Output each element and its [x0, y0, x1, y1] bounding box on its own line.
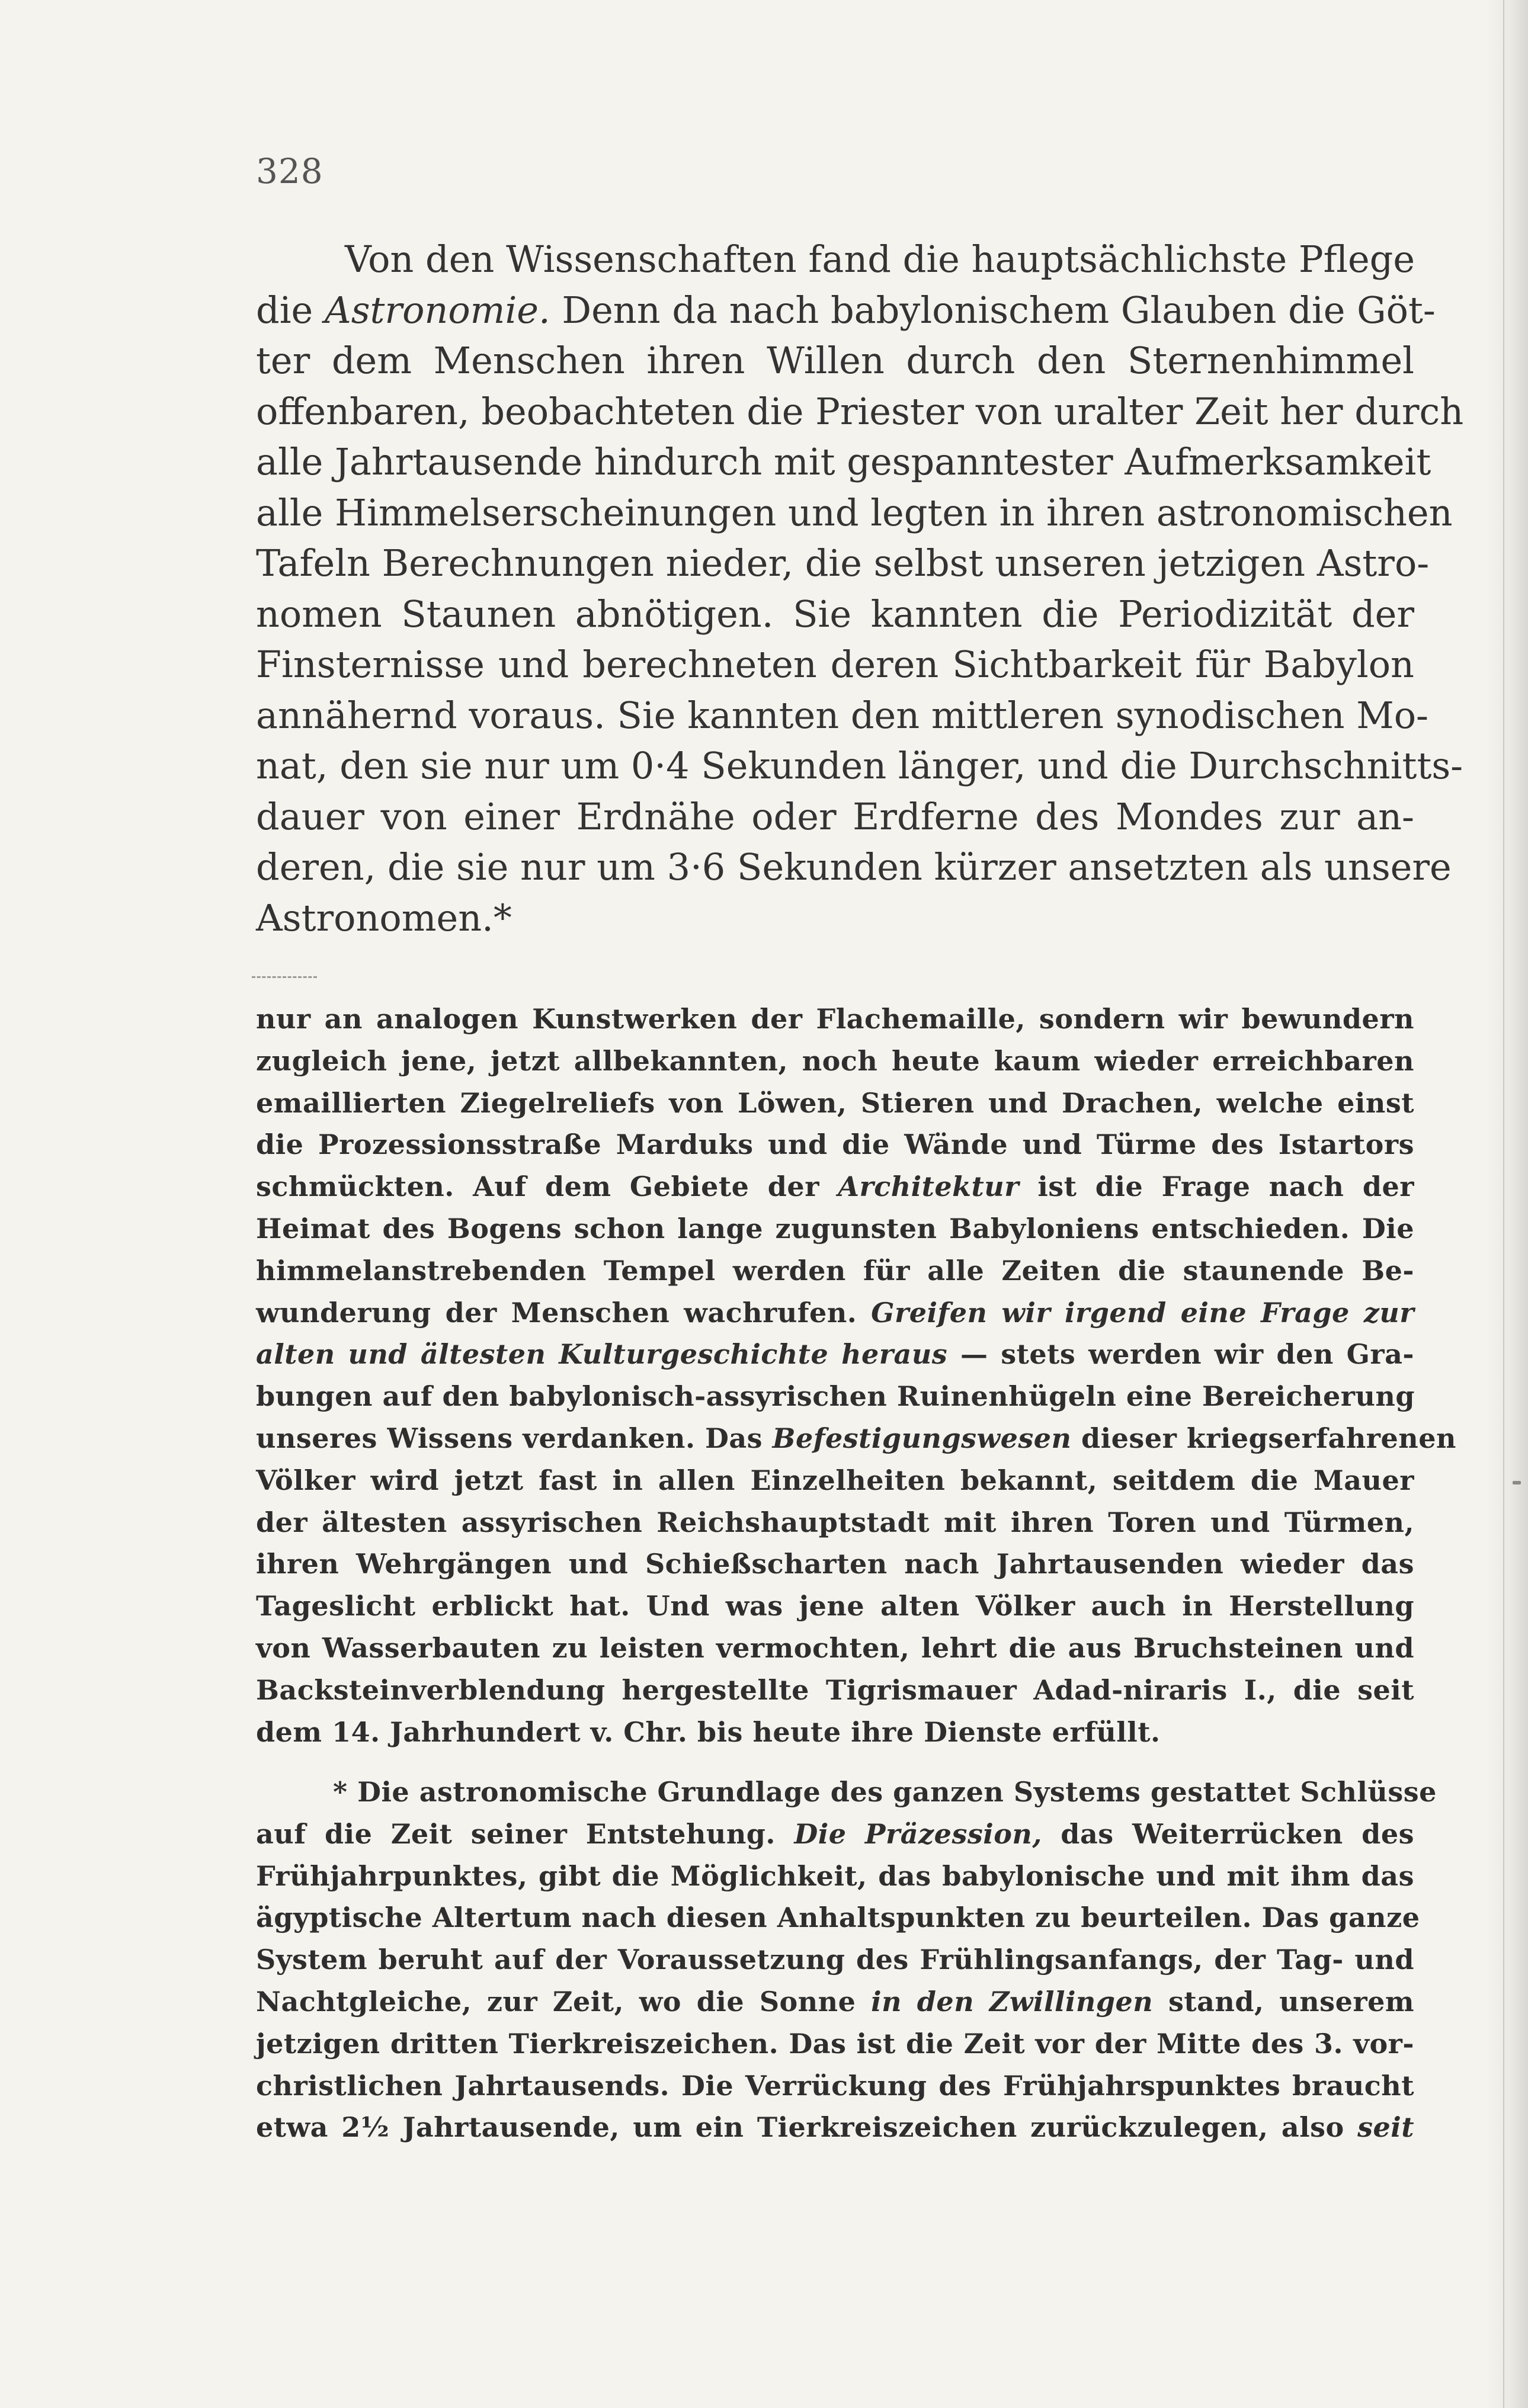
fn-line-7: himmelanstrebenden Tempel werden für alle Zeiten die staunende Be- — [256, 1254, 1414, 1287]
fn2-line-8: christlichen Jahrtausends. Die Verrückung des Frühjahrspunktes braucht — [256, 2069, 1414, 2102]
fn-line-11-rest: dieser kriegserfahrenen — [1071, 1422, 1456, 1454]
footnote-astronomy — [256, 1771, 1437, 2149]
main-line-6: alle Himmelserscheinungen und legten in ihren astronomischen — [256, 490, 1453, 534]
fn2-line-6 — [256, 1981, 1414, 2023]
page-edge-line — [1503, 0, 1504, 2408]
fn-line-5-rest: ist die Frage nach der — [1018, 1171, 1414, 1203]
fn2-line-7: jetzigen dritten Tierkreiszeichen. Das ist die Zeit vor der Mitte des 3. vor- — [256, 2027, 1414, 2060]
fn-line-17: Backsteinverblendung hergestellte Tigrismauer Adad-niraris I., die seit — [256, 1673, 1414, 1706]
page-number: 328 — [256, 151, 323, 191]
fn2-line-6-rest: stand, unserem — [1153, 1985, 1415, 2018]
main-line-11: nat, den sie nur um 0·4 Sekunden länger, und die Durchschnitts- — [256, 744, 1463, 787]
fn2-line-9 — [256, 2106, 1414, 2149]
main-line-1: Von den Wissenschaften fand die hauptsächlichste Pflege — [345, 238, 1415, 281]
fn-line-8-prefix: wunderung der Menschen wachrufen. — [256, 1296, 872, 1329]
emphasis-kulturgeschichte: alten und ältesten Kulturgeschichte heraus — [256, 1338, 948, 1371]
fn-line-9 — [256, 1333, 1414, 1375]
fn2-line-4: ägyptische Altertum nach diesen Anhaltspunkten zu beurteilen. Das ganze — [256, 1902, 1420, 1934]
emphasis-architektur: Architektur — [838, 1171, 1019, 1203]
fn-line-18: dem 14. Jahrhundert v. Chr. bis heute ihre Dienste erfüllt. — [256, 1716, 1161, 1748]
fn2-line-5: System beruht auf der Voraussetzung des Frühlingsanfangs, der Tag- und — [256, 1944, 1414, 1976]
main-line-9: Finsternisse und berechneten deren Sichtbarkeit für Babylon — [256, 643, 1414, 686]
fn-line-10: bungen auf den babylonisch-assyrischen Ruinenhügeln eine Bereicherung — [256, 1380, 1415, 1413]
fn-line-16: von Wasserbauten zu leisten vermochten, lehrt die aus Bruchsteinen und — [256, 1631, 1414, 1664]
emphasis-praezession: Die Präzession, — [794, 1817, 1042, 1850]
fn-line-8 — [256, 1292, 1414, 1334]
main-line-10: annähernd voraus. Sie kannten den mittleren synodischen Mo- — [256, 693, 1428, 737]
fn2-line-1: * Die astronomische Grundlage des ganzen Systems gestattet Schlüsse — [333, 1776, 1437, 1808]
fn2-line-6-prefix: Nachtgleiche, zur Zeit, wo die Sonne — [256, 1985, 872, 2018]
fn-line-2: zugleich jene, jetzt allbekannten, noch heute kaum wieder erreichbaren — [256, 1044, 1414, 1077]
emphasis-greifen: Greifen wir irgend eine Frage zur — [871, 1296, 1414, 1329]
main-line-7: Tafeln Berechnungen nieder, die selbst unseren jetzigen Astro- — [256, 541, 1430, 585]
emphasis-astronomie: Astronomie. — [324, 288, 550, 332]
fn2-line-2 — [256, 1813, 1414, 1855]
fn-line-14: ihren Wehrgängen und Schießscharten nach Jahrtausenden wieder das — [256, 1548, 1414, 1580]
footnote-continued — [256, 998, 1456, 1753]
fn-line-3: emaillierten Ziegelreliefs von Löwen, Stieren und Drachen, welche einst — [256, 1086, 1414, 1119]
fn-line-1: nur an analogen Kunstwerken der Flachemaille, sondern wir bewundern — [256, 1003, 1414, 1035]
margin-mark — [1513, 1481, 1521, 1484]
fn2-line-2-prefix: auf die Zeit seiner Entstehung. — [256, 1817, 795, 1850]
fn2-line-9-prefix: etwa 2½ Jahrtausende, um ein Tierkreiszeichen zurückzulegen, also — [256, 2111, 1358, 2144]
fn-line-5-prefix: schmückten. Auf dem Gebiete der — [256, 1171, 838, 1203]
fn-line-13: der ältesten assyrischen Reichshauptstadt mit ihren Toren und Türmen, — [256, 1506, 1414, 1538]
main-line-14: Astronomen.* — [256, 896, 512, 940]
fn2-line-3: Frühjahrpunktes, gibt die Möglichkeit, das babylonische und mit ihm das — [256, 1859, 1414, 1892]
main-line-3: ter dem Menschen ihren Willen durch den Sternenhimmel — [256, 339, 1414, 382]
emphasis-befestigungswesen: Befestigungswesen — [772, 1422, 1072, 1454]
emphasis-zwillingen: in den Zwillingen — [871, 1985, 1154, 2018]
fn-line-4: die Prozessionsstraße Marduks und die Wände und Türme des Istartors — [256, 1128, 1414, 1161]
footnote-separator — [252, 976, 317, 978]
main-line-5: alle Jahrtausende hindurch mit gespanntester Aufmerksamkeit — [256, 440, 1431, 483]
main-paragraph — [256, 234, 1464, 943]
page-edge-shadow — [1487, 0, 1528, 2408]
main-line-2-rest: Denn da nach babylonischem Glauben die Göt- — [550, 288, 1436, 332]
main-line-13: deren, die sie nur um 3·6 Sekunden kürzer ansetzten als unsere — [256, 845, 1452, 889]
main-line-2-prefix: die — [256, 288, 325, 332]
fn-line-6: Heimat des Bogens schon lange zugunsten Babyloniens entschieden. Die — [256, 1212, 1414, 1245]
fn-line-11 — [256, 1418, 1456, 1460]
fn2-line-2-rest: das Weiterrücken des — [1042, 1817, 1414, 1850]
main-line-2 — [256, 285, 1436, 336]
emphasis-seit: seit — [1357, 2111, 1414, 2144]
fn-line-15: Tageslicht erblickt hat. Und was jene alten Völker auch in Herstellung — [256, 1590, 1414, 1623]
main-line-4: offenbaren, beobachteten die Priester von uralter Zeit her durch — [256, 389, 1464, 433]
fn-line-12: Völker wird jetzt fast in allen Einzelheiten bekannt, seitdem die Mauer — [256, 1464, 1414, 1496]
main-line-8: nomen Staunen abnötigen. Sie kannten die Periodizität der — [256, 592, 1414, 636]
fn-line-11-prefix: unseres Wissens verdanken. Das — [256, 1422, 773, 1454]
main-line-12: dauer von einer Erdnähe oder Erdferne des Mondes zur an- — [256, 794, 1414, 838]
fn-line-5 — [256, 1166, 1414, 1208]
fn-line-9-rest: — stets werden wir den Gra- — [947, 1338, 1414, 1371]
